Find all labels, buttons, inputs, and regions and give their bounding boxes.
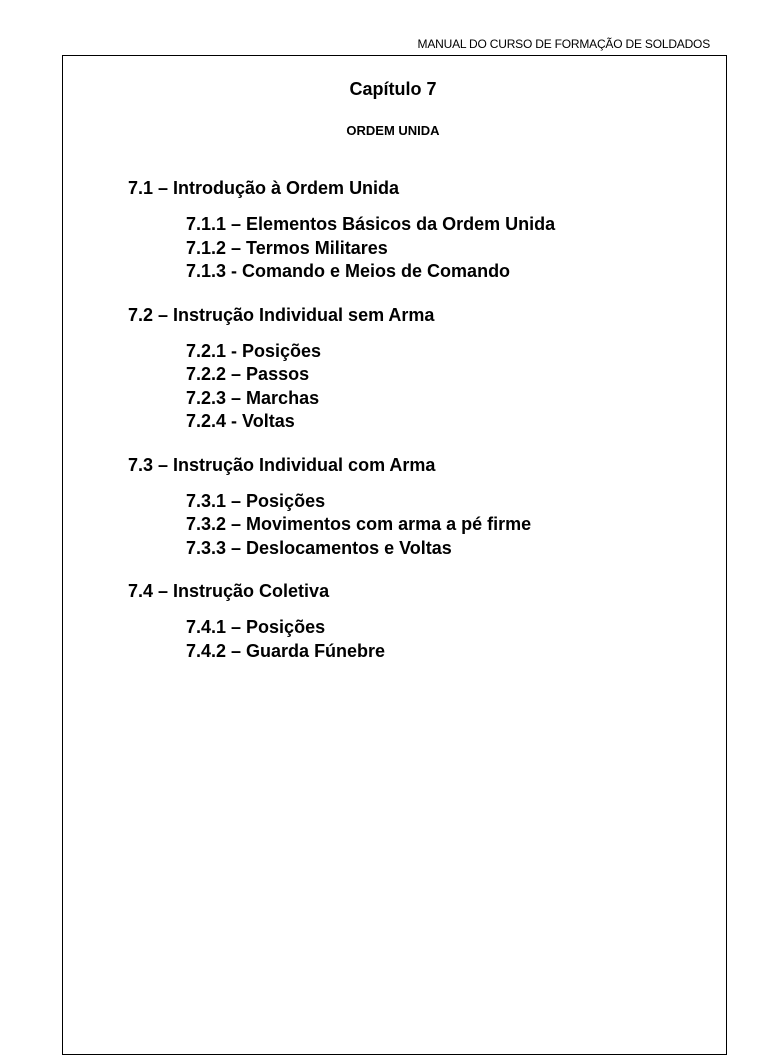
subsection-item: 7.3.1 – Posições	[186, 490, 326, 511]
chapter-subtitle: ORDEM UNIDA	[346, 123, 440, 138]
running-header: MANUAL DO CURSO DE FORMAÇÃO DE SOLDADOS	[417, 37, 710, 51]
section-heading: 7.4 – Instrução Coletiva	[128, 581, 330, 601]
subsection-item: 7.3.2 – Movimentos com arma a pé firme	[186, 514, 532, 534]
toc-section-7-4	[128, 579, 555, 663]
toc-section-7-1	[128, 176, 555, 284]
subsection-item: 7.4.2 – Guarda Fúnebre	[186, 640, 386, 661]
subsection-item: 7.2.2 – Passos	[186, 364, 310, 384]
subsection-item: 7.3.3 – Deslocamentos e Voltas	[186, 537, 452, 558]
toc-section-7-2	[128, 303, 555, 434]
subsection-list	[186, 340, 555, 434]
subsection-item: 7.4.1 – Posições	[186, 617, 326, 637]
table-of-contents	[128, 176, 555, 682]
toc-section-7-3	[128, 453, 555, 561]
subsection-list	[186, 616, 555, 663]
subsection-list	[186, 490, 555, 561]
subsection-item: 7.2.3 – Marchas	[186, 387, 320, 408]
subsection-list	[186, 213, 555, 284]
section-heading: 7.1 – Introdução à Ordem Unida	[128, 178, 400, 198]
subsection-item: 7.1.1 – Elementos Básicos da Ordem Unida	[186, 214, 556, 234]
subsection-item: 7.2.4 - Voltas	[186, 411, 295, 431]
section-heading: 7.3 – Instrução Individual com Arma	[128, 454, 436, 475]
subsection-item: 7.1.2 – Termos Militares	[186, 237, 388, 258]
subsection-item: 7.1.3 - Comando e Meios de Comando	[186, 261, 511, 281]
chapter-title: Capítulo 7	[349, 79, 437, 99]
subsection-item: 7.2.1 - Posições	[186, 340, 322, 361]
section-heading: 7.2 – Instrução Individual sem Arma	[128, 304, 435, 325]
